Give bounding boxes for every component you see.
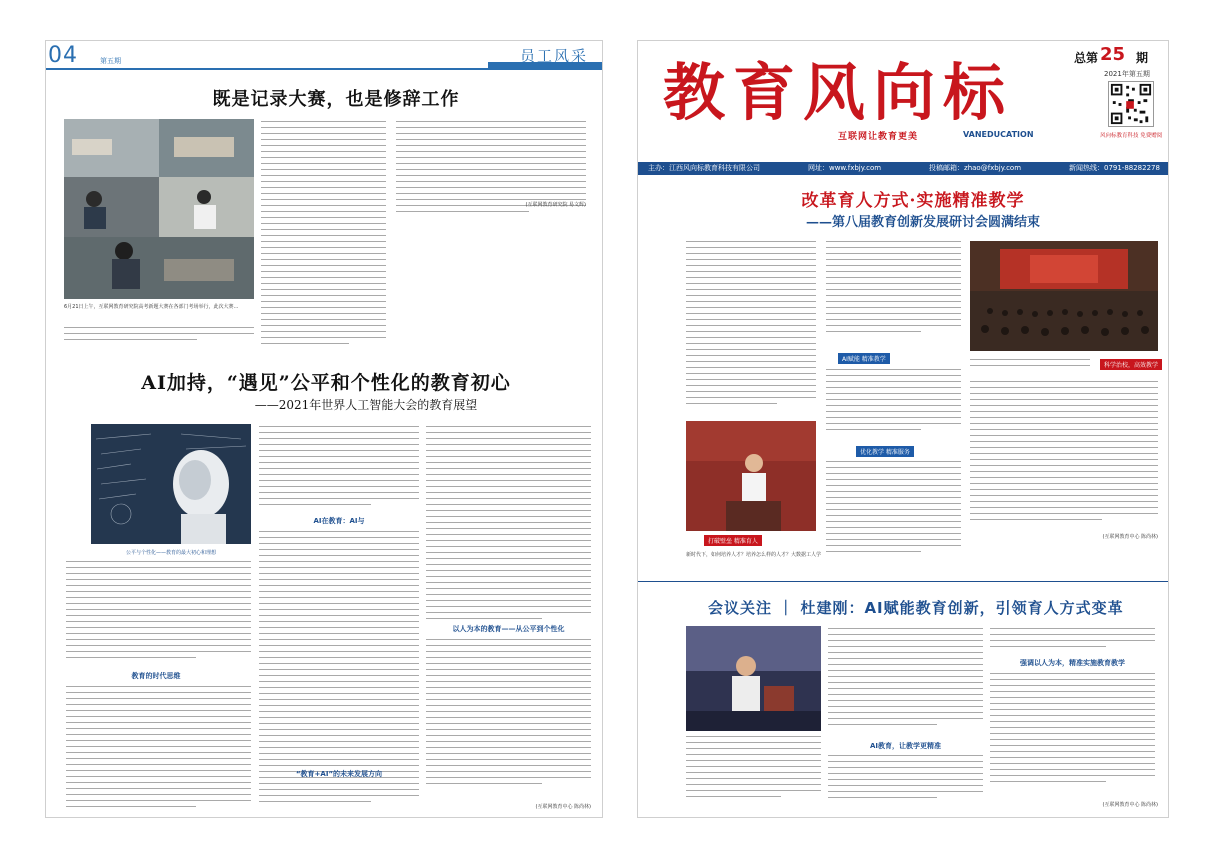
conference-photo <box>970 241 1158 351</box>
newspaper-masthead: 教育风向标 <box>662 56 1013 129</box>
article-body-text <box>970 381 1158 531</box>
photo-caption: 6月21日上午，互联网教育研究院高考新题大赛在各部门考场举行，此次大赛… <box>64 304 239 310</box>
ai-robot-illustration <box>91 424 251 544</box>
year-issue: 2021年第五期 <box>1104 70 1150 78</box>
article-body-text <box>828 755 983 810</box>
article-title: AI加持，“遇见”公平和个性化的教育初心 <box>141 372 511 394</box>
section-subhead: 以人为本的教育——从公平到个性化 <box>452 625 565 633</box>
article-byline: (互联网教育研究院 易文辉) <box>525 202 586 208</box>
page-number: 04 <box>48 43 78 68</box>
article-title: 会议关注 ｜ 杜建刚：AI赋能教育创新，引领育人方式变革 <box>708 599 1124 617</box>
section-title: 员工风采 <box>519 47 588 65</box>
issue-number: 25 <box>1100 44 1126 65</box>
photo-caption: 新时代下，如何培养人才？培养怎么样的人才？大数据工人学 <box>686 552 822 558</box>
phone-text: 新闻热线：0791-88282278 <box>1068 164 1160 172</box>
article-byline: (互联网教育中心 陈尚林) <box>535 804 591 810</box>
article-body-text <box>259 783 419 813</box>
page-header <box>46 41 603 71</box>
section-subhead: AI在教育：AI与 <box>313 517 365 525</box>
qr-code-label: 风向标教育科技 免费赠阅 <box>1100 133 1163 139</box>
article-subtitle: ——2021年世界人工智能大会的教育展望 <box>254 398 478 412</box>
article-byline: (互联网教育中心 陈尚林) <box>1102 802 1158 808</box>
section-tag: 科学治校，高效教学 <box>1100 359 1162 370</box>
speaker-photo <box>686 626 821 731</box>
sponsor-text: 主办：江西风向标教育科技有限公司 <box>648 164 760 172</box>
article-body-text <box>64 327 254 357</box>
section-divider <box>638 581 1169 582</box>
article-body-text <box>261 121 386 351</box>
article-body-text <box>828 628 983 738</box>
article-body-text <box>426 639 591 799</box>
article-body-text <box>990 628 1155 658</box>
article-body-text <box>970 359 1090 379</box>
issue-label: 总第 <box>1074 51 1099 65</box>
exam-room-illustration <box>64 119 254 299</box>
section-subhead: 教育的时代思维 <box>131 672 181 680</box>
article-title: 既是记录大赛，也是修辞工作 <box>212 89 460 110</box>
header-rule <box>46 68 603 70</box>
issue-label: 第五期 <box>100 57 121 65</box>
section-subhead: AI教育，让教学更精准 <box>869 742 942 750</box>
article-photo <box>64 119 254 299</box>
article-body-text <box>826 461 961 561</box>
right-newspaper-page <box>637 40 1169 818</box>
info-bar <box>638 162 1169 175</box>
qr-code-icon <box>1108 81 1154 127</box>
article-byline: (互联网教育中心 陈尚林) <box>1102 534 1158 540</box>
masthead-slogan: 互联网让教育更美 <box>838 132 919 142</box>
section-subhead: 强调以人为本，精准实施教育教学 <box>1020 659 1125 667</box>
section-tag: 优化教学 精准服务 <box>856 446 914 457</box>
article-title: 改革育人方式·实施精准教学 <box>801 191 1025 211</box>
speaker-illustration <box>686 421 816 531</box>
article-body-text <box>259 426 419 511</box>
left-newspaper-page <box>45 40 603 818</box>
article-body-text <box>826 241 961 341</box>
website-text: 网址：www.fxbjy.com <box>807 164 882 172</box>
article-body-text <box>66 686 251 811</box>
section-tag: AI赋能 精准教学 <box>838 353 890 364</box>
speaker-photo <box>686 421 816 531</box>
article-body-text <box>686 736 821 806</box>
article-photo <box>91 424 251 544</box>
masthead-slogan-en: VANEDUCATION <box>963 130 1034 139</box>
article-body-text <box>426 426 591 626</box>
section-subhead: “教育+AI”的未来发展方向 <box>295 770 383 778</box>
conference-hall-illustration <box>970 241 1158 351</box>
issue-suffix: 期 <box>1136 51 1149 65</box>
article-body-text <box>259 531 419 796</box>
article-subtitle: ——第八届教育创新发展研讨会圆满结束 <box>805 215 1040 230</box>
lecturer-illustration <box>686 626 821 731</box>
article-body-text <box>826 369 961 439</box>
article-body-text <box>686 241 816 411</box>
email-text: 投稿邮箱：zhao@fxbjy.com <box>929 164 1022 172</box>
article-body-text <box>990 673 1155 793</box>
photo-caption: 公平与个性化——教育的最大初心和理想 <box>125 550 216 556</box>
section-tag: 打破壁垒 精准育人 <box>704 535 762 546</box>
